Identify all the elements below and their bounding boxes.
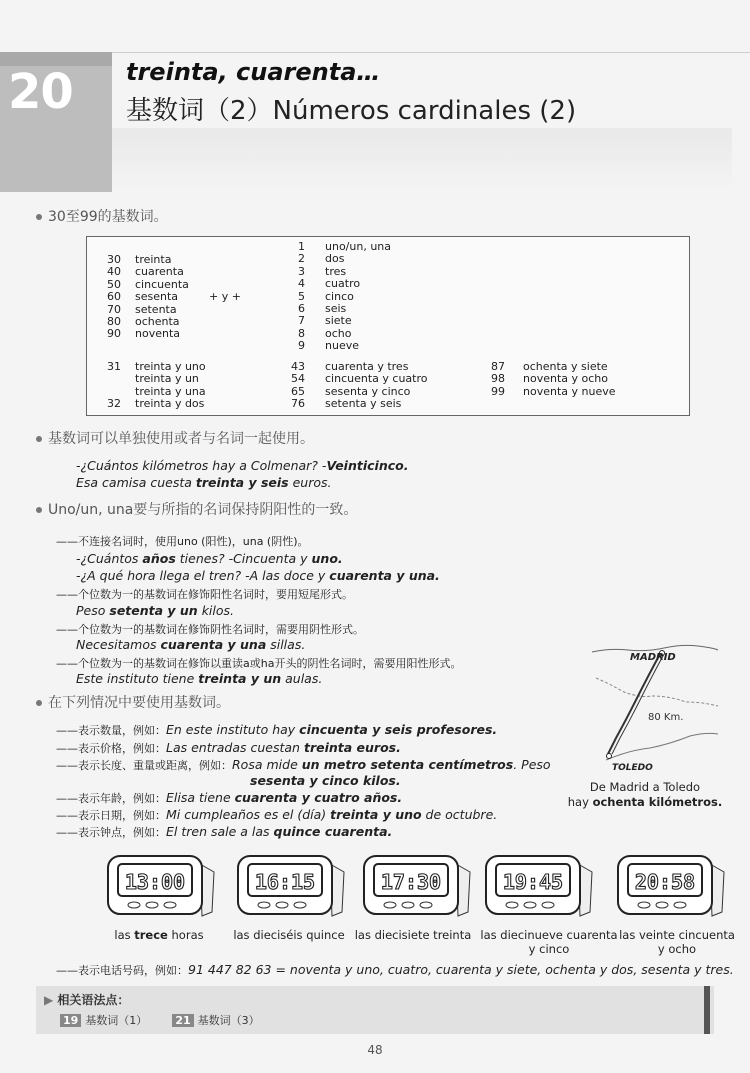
tens-words: treinta cuarenta cincuenta sesenta setenta ochenta noventa: [135, 253, 189, 341]
related-ref-label[interactable]: 基数词（3）: [197, 1014, 260, 1027]
digital-clock-icon: [360, 852, 472, 922]
usage-line: ——表示数量，例如：En este instituto hay cincuenta y seis profesores.: [56, 722, 498, 737]
digital-clock-icon: [482, 852, 594, 922]
clock-caption: las trece horas: [114, 928, 204, 942]
digital-clock-icon: [614, 852, 726, 922]
bullet-icon: [36, 214, 42, 220]
example-line: -¿A qué hora llega el tren? -A las doce y cuarenta y una.: [76, 568, 440, 583]
related-grammar-bar: [704, 986, 710, 1034]
clock-caption: las diecisiete treinta: [354, 928, 472, 942]
units-words: uno/un, una dos tres cuatro cinco seis siete ocho nueve: [325, 240, 391, 353]
example-line: Peso setenta y un kilos.: [76, 603, 235, 618]
map-label-distance: 80 Km.: [648, 712, 684, 723]
unit-number: 20: [8, 64, 73, 120]
example-line: Necesitamos cuarenta y una sillas.: [76, 637, 306, 652]
clock-caption: las dieciséis quince: [233, 928, 345, 942]
examples-c-numbers: 87 98 99: [491, 360, 505, 398]
svg-text:20:58: 20:58: [634, 870, 696, 894]
units-numbers: 1 2 3 4 5 6 7 8 9: [298, 240, 305, 353]
example-line: Este instituto tiene treinta y un aulas.: [76, 671, 323, 686]
page-number: 48: [367, 1043, 383, 1057]
examples-c-words: ochenta y siete noventa y ocho noventa y nueve: [523, 360, 616, 398]
related-ref-label[interactable]: 基数词（1）: [85, 1014, 148, 1027]
section-heading-2: 基数词可以单独使用或者与名词一起使用。: [36, 428, 314, 448]
examples-a-numbers: 31 32: [107, 360, 121, 411]
examples-b-numbers: 43 54 65 76: [291, 360, 305, 411]
map-label-madrid: MADRID: [630, 652, 676, 663]
map-label-toledo: TOLEDO: [612, 763, 653, 773]
header-shade: [112, 128, 732, 192]
clock-caption: las diecinueve cuarenta y cinco: [480, 928, 618, 956]
map-caption: De Madrid a Toledo hay ochenta kilómetros.: [567, 780, 723, 809]
example-line: -¿Cuántos años tienes? -Cincuenta y uno.: [76, 551, 343, 566]
usage-line: ——表示日期，例如：Mi cumpleaños es el (día) treinta y uno de octubre.: [56, 807, 498, 822]
tens-numbers: 30 40 50 60 70 80 90: [107, 253, 121, 341]
digital-clock-icon: [234, 852, 346, 922]
examples-a-words: treinta y uno treinta y un treinta y una treinta y dos: [135, 360, 206, 411]
madrid-toledo-map: [590, 640, 720, 775]
usage-line: ——表示长度、重量或距离，例如：Rosa mide un metro setenta centímetros. Peso: [56, 757, 551, 772]
rule-line: ——个位数为一的基数词在修饰以重读a或ha开头的阴性名词时，需要用阳性形式。: [56, 657, 462, 670]
section-heading-3: Uno/un, una要与所指的名词保持阴阳性的一致。: [36, 499, 357, 519]
header-rule: [112, 52, 750, 53]
bullet-icon: [36, 700, 42, 706]
section-heading-4: 在下列情况中要使用基数词。: [36, 692, 230, 712]
clock-caption: las veinte cincuenta y ocho: [619, 928, 735, 956]
section-heading-1: 30至99的基数词。: [36, 206, 168, 226]
usage-line: ——表示价格，例如：Las entradas cuestan treinta euros.: [56, 740, 401, 755]
svg-text:16:15: 16:15: [254, 870, 316, 894]
svg-text:17:30: 17:30: [380, 870, 442, 894]
related-ref-badge[interactable]: 21: [172, 1014, 193, 1027]
toledo-marker-icon: [607, 754, 612, 759]
usage-line-phone: ——表示电话号码，例如：91 447 82 63 = noventa y uno, cuatro, cuarenta y siete, ochenta y dos, sesenta y tres.: [56, 962, 734, 977]
title-spanish: treinta, cuarenta…: [126, 58, 381, 86]
example-line: Esa camisa cuesta treinta y seis euros.: [76, 475, 332, 490]
triangle-right-icon: ▶: [44, 993, 54, 1007]
related-ref-badge[interactable]: 19: [60, 1014, 81, 1027]
related-grammar-title: ▶ 相关语法点：: [44, 993, 130, 1007]
plus-y: + y +: [209, 290, 241, 303]
digital-clock-icon: [104, 852, 216, 922]
example-line: -¿Cuántos kilómetros hay a Colmenar? -Veinticinco.: [76, 458, 409, 473]
rule-line: ——个位数为一的基数词在修饰阳性名词时，要用短尾形式。: [56, 588, 353, 601]
examples-b-words: cuarenta y tres cincuenta y cuatro sesenta y cinco setenta y seis: [325, 360, 428, 411]
cardinal-table: [86, 236, 690, 416]
usage-line: ——表示年龄，例如：Elisa tiene cuarenta y cuatro años.: [56, 790, 403, 805]
page-title: 基数词（2）Números cardinales (2): [126, 96, 577, 126]
svg-text:19:45: 19:45: [502, 870, 564, 894]
usage-line-cont: sesenta y cinco kilos.: [250, 773, 401, 788]
usage-line: ——表示钟点，例如：El tren sale a las quince cuarenta.: [56, 824, 393, 839]
rule-line: ——不连接名词时，使用uno (阳性)，una (阴性)。: [56, 535, 309, 548]
related-links: [60, 1012, 260, 1028]
rule-line: ——个位数为一的基数词在修饰阴性名词时，需要用阴性形式。: [56, 623, 364, 636]
bullet-icon: [36, 507, 42, 513]
bullet-icon: [36, 436, 42, 442]
svg-text:13:00: 13:00: [124, 870, 186, 894]
